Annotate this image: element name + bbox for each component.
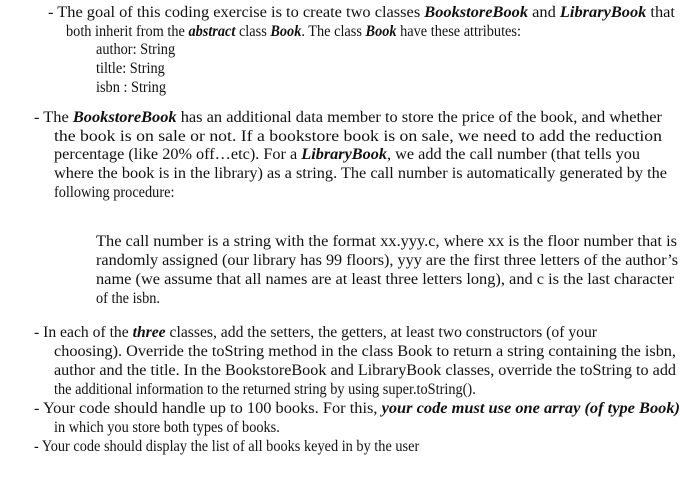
emphasized-text: BookstoreBook	[72, 109, 177, 126]
text-line	[54, 128, 662, 146]
text-line	[96, 271, 674, 289]
text-segment: class	[235, 23, 271, 40]
text-segment: the additional information to the returned string by using super.toString().	[54, 381, 476, 398]
text-segment: name (we assume that all names are at least three letters long), and c is the last character	[96, 271, 674, 288]
text-segment: the book is on sale or not. If a bookstore book is on sale, we need to add the reduction	[54, 128, 662, 145]
text-line	[34, 400, 680, 418]
text-segment: where the book is in the library) as a string. The call number is automatically generated by the	[54, 165, 667, 182]
text-line	[54, 184, 174, 202]
text-line	[96, 233, 677, 251]
text-line	[34, 109, 662, 127]
text-segment: - Your code should handle up to 100 books. For this,	[34, 400, 382, 417]
text-line	[54, 362, 676, 380]
text-segment: both inherit from the	[66, 23, 189, 40]
text-line	[54, 381, 476, 399]
text-segment: has an additional data member to store the price of the book, and whether	[176, 109, 663, 126]
text-line	[66, 23, 521, 41]
text-line	[54, 419, 280, 437]
text-segment: percentage (like 20% off…etc). For a	[54, 146, 302, 163]
text-line	[96, 41, 175, 59]
emphasized-text: Book	[270, 23, 302, 40]
text-segment: in which you store both types of books.	[54, 419, 280, 436]
text-segment: of the isbn.	[96, 290, 161, 307]
text-segment: - In each of the	[34, 324, 133, 341]
text-segment: , we add the call number (that tells you	[386, 146, 640, 163]
text-segment: following procedure:	[54, 184, 175, 201]
text-segment: that	[646, 4, 675, 21]
text-segment: - The goal of this coding exercise is to create two classes	[48, 4, 425, 21]
text-segment: author: String	[96, 41, 176, 58]
emphasized-text: LibraryBook	[559, 4, 647, 21]
text-segment: classes, add the setters, the getters, at least two constructors (of your	[165, 324, 597, 341]
text-segment: . The class	[301, 23, 366, 40]
emphasized-text: abstract	[188, 23, 236, 40]
emphasized-text: Book	[365, 23, 397, 40]
text-segment: randomly assigned (our library has 99 floors), yyy are the first three letters of the author’s	[96, 252, 678, 269]
text-segment: and	[528, 4, 560, 21]
emphasized-text: your code must use one array (of type Book)	[381, 400, 680, 417]
text-line	[54, 146, 640, 164]
text-line	[34, 438, 419, 456]
text-line	[54, 165, 667, 183]
text-segment: have these attributes:	[396, 23, 521, 40]
emphasized-text: three	[132, 324, 166, 341]
text-segment: tiltle: String	[96, 60, 165, 77]
text-line	[48, 4, 675, 22]
text-segment: author and the title. In the BookstoreBook and LibraryBook classes, override the toString to add	[54, 362, 676, 379]
text-line	[34, 324, 597, 342]
text-segment: choosing). Override the toString method in the class Book to return a string containing the isbn,	[54, 343, 676, 360]
text-segment: - Your code should display the list of all books keyed in by the user	[34, 438, 420, 455]
emphasized-text: BookstoreBook	[424, 4, 529, 21]
text-segment: isbn : String	[96, 79, 166, 96]
emphasized-text: LibraryBook	[301, 146, 387, 163]
text-line	[96, 60, 165, 78]
text-line	[54, 343, 676, 361]
text-line	[96, 252, 678, 270]
text-line	[96, 290, 160, 308]
text-segment: - The	[34, 109, 73, 126]
text-line	[96, 79, 166, 97]
text-segment: The call number is a string with the format xx.yyy.c, where xx is the floor number that is	[96, 233, 677, 250]
